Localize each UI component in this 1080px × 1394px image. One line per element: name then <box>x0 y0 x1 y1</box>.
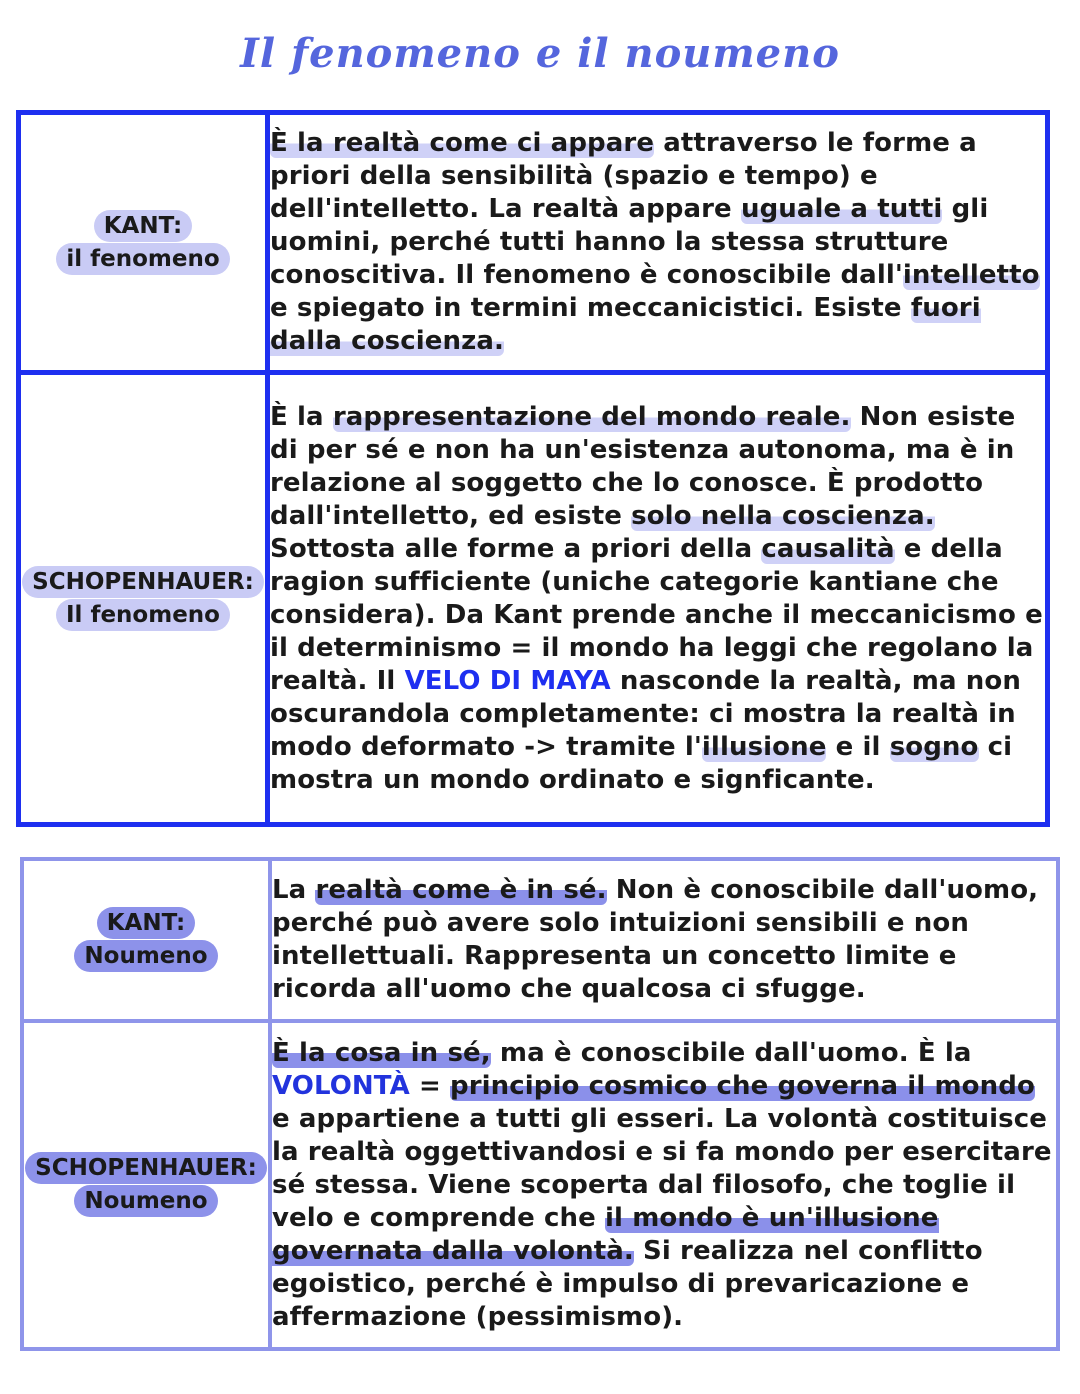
row-label-cell <box>22 859 270 1021</box>
label-line-2: Il fenomeno <box>56 599 230 631</box>
text-run: = <box>409 1070 451 1101</box>
row-text-cell <box>270 1021 1058 1349</box>
text-run: ma è conoscibile dall'uomo. È la <box>490 1037 972 1068</box>
row-text-cell <box>270 859 1058 1021</box>
kant-noumeno-label <box>74 907 217 973</box>
text-run: attraverso le forme a priori della sensibilità (spazio e tempo) e dell'intelletto. La realtà appare <box>270 128 977 224</box>
text-run: Sottosta alle forme a priori della <box>270 533 762 564</box>
volonta-term: VOLONTÀ <box>272 1070 410 1101</box>
kant-fenomeno-label <box>56 210 229 276</box>
row-label-cell <box>19 113 268 373</box>
highlight: uguale a tutti <box>740 194 943 224</box>
highlight: illusione <box>701 731 827 762</box>
label-line-1: SCHOPENHAUER: <box>22 566 264 598</box>
text-run: nasconde la realtà, ma non oscurandola completamente: ci mostra la realtà in modo deformato -> tramite l' <box>270 665 1021 762</box>
highlight: sogno <box>889 731 979 762</box>
highlight: principio cosmico che governa il mondo <box>450 1070 1035 1101</box>
row-text-cell <box>268 373 1048 825</box>
schopenhauer-fenomeno-text <box>270 401 1045 797</box>
highlight: rappresentazione del mondo reale. <box>332 401 851 432</box>
highlight: causalità <box>761 533 895 564</box>
text-run: e della ragion sufficiente (uniche categorie kantiane che considera). Da Kant prende anche il meccanicismo e il determinismo = il mondo ha leggi che regolano la realtà. Il <box>270 533 1043 696</box>
table-row <box>19 113 1048 373</box>
label-line-1: KANT: <box>97 907 196 939</box>
label-line-1: KANT: <box>94 210 193 242</box>
kant-noumeno-text <box>272 874 1056 1006</box>
row-label-cell <box>19 373 268 825</box>
page-title: Il fenomeno e il noumeno <box>240 30 840 77</box>
text-run: La <box>272 875 316 905</box>
text-run: È la <box>270 401 333 432</box>
schopenhauer-noumeno-text <box>272 1037 1056 1334</box>
noumeno-table <box>20 857 1060 1351</box>
text-run: Non esiste di per sé e non ha un'esistenza autonoma, ma è in relazione al soggetto che lo conosce. È prodotto dall'intelletto, ed esiste <box>270 401 1016 531</box>
highlight: intelletto <box>902 260 1040 290</box>
text-run: gli uomini, perché tutti hanno la stessa strutture conoscitiva. Il fenomeno è conoscibile dall' <box>270 194 989 290</box>
text-run: Non è conoscibile dall'uomo, perché può avere solo intuizioni sensibili e non intellettuali. Rappresenta un concetto limite e ricorda all'uomo che qualcosa ci sfugge. <box>272 875 1039 1004</box>
row-label-cell <box>22 1021 270 1349</box>
text-run: e spiegato in termini meccanicistici. Esiste <box>270 293 911 323</box>
text-run: ci mostra un mondo ordinato e signficante. <box>270 731 1013 795</box>
kant-fenomeno-text <box>270 127 1045 358</box>
label-line-1: SCHOPENHAUER: <box>25 1152 267 1184</box>
table-row <box>22 859 1058 1021</box>
label-line-2: Noumeno <box>74 940 217 972</box>
highlight: il mondo è un'illusione governata dalla volontà. <box>272 1202 939 1266</box>
text-run: e il <box>826 731 890 762</box>
fenomeno-table <box>16 110 1050 827</box>
schopenhauer-noumeno-label <box>25 1152 267 1218</box>
text-run: Si realizza nel conflitto egoistico, perché è impulso di prevaricazione e affermazione (pessimismo). <box>272 1235 983 1332</box>
highlight: È la cosa in sé, <box>272 1037 491 1068</box>
highlight: realtà come è in sé. <box>315 875 607 905</box>
highlight: solo nella coscienza. <box>631 500 935 531</box>
highlight: È la realtà come ci appare <box>270 128 655 158</box>
label-line-2: Noumeno <box>74 1185 217 1217</box>
table-row <box>19 373 1048 825</box>
label-line-2: il fenomeno <box>56 243 229 275</box>
table-row <box>22 1021 1058 1349</box>
velo-di-maya-term: VELO DI MAYA <box>404 665 611 696</box>
highlight: fuori dalla coscienza. <box>270 293 981 356</box>
schopenhauer-fenomeno-label <box>22 566 264 632</box>
row-text-cell <box>268 113 1048 373</box>
text-run: e appartiene a tutti gli esseri. La volontà costituisce la realtà oggettivandosi e si fa mondo per esercitare sé stessa. Viene scoperta dal filosofo, che toglie il velo e comprende che <box>272 1103 1052 1233</box>
